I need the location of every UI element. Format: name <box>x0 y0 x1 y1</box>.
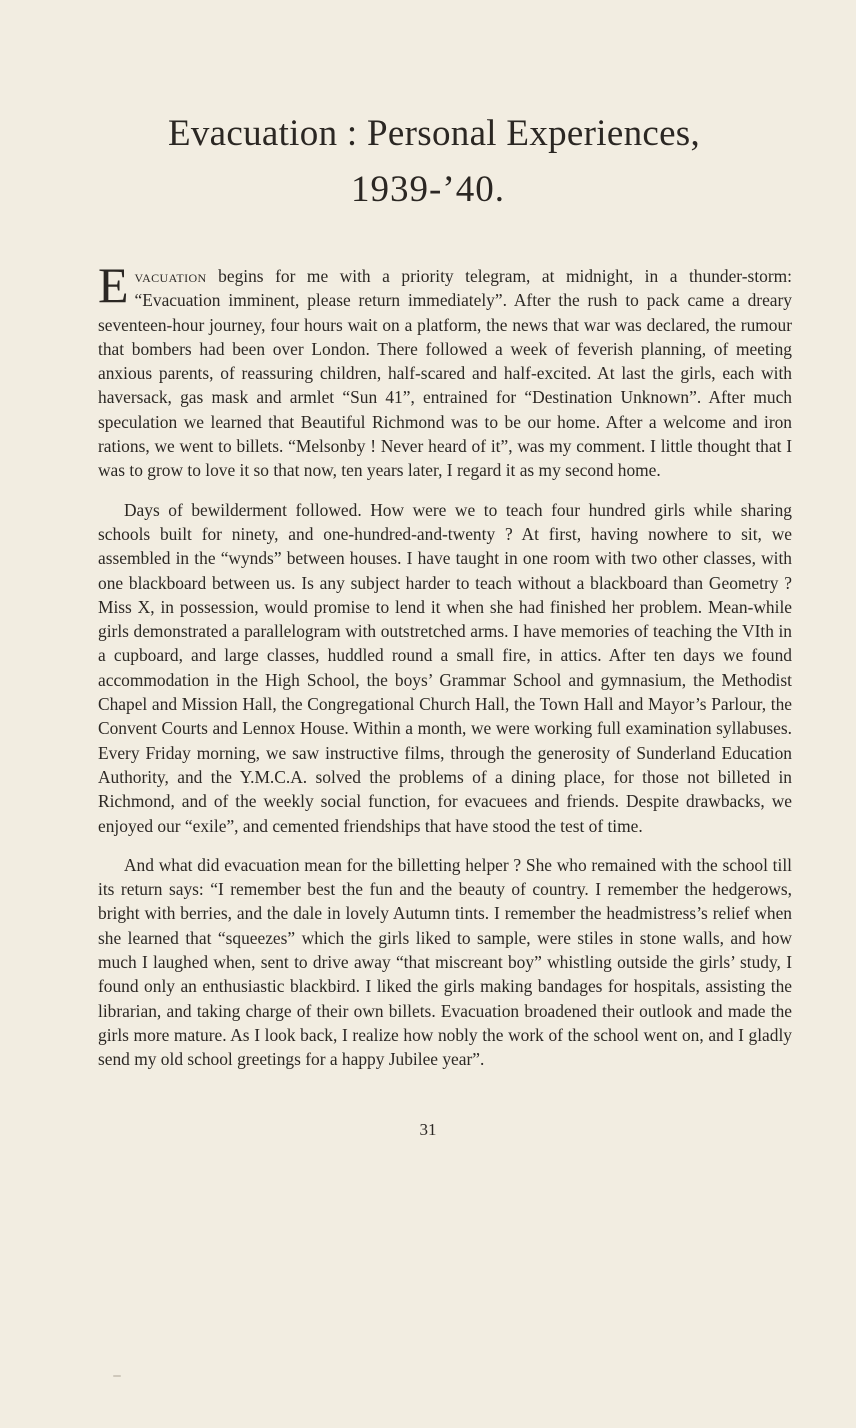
paragraph-2: Days of bewilderment followed. How were we to teach four hundred girls while sharing schools built for ninety, and one-hundred-and-twenty ? At first, having nowhere to sit, we assembled in the “wynds” between houses. I have taught in one room with two other classes, with one blackboard between us. Is any subject harder to teach without a blackboard than Geometry ? Miss X, in possession, would promise to lend it when she had finished her problem. Mean-while girls demonstrated a parallelogram with outstretched arms. I have memories of teaching the VIth in a cupboard, and large classes, huddled round a small fire, in attics. After ten days we found accommodation in the High School, the boys’ Grammar School and gymnasium, the Methodist Chapel and Mission Hall, the Congregational Church Hall, the Town Hall and Mayor’s Parlour, the Convent Courts and Lennox House. Within a month, we were working full examination syllabuses. Every Friday morning, we saw instructive films, through the generosity of Sunderland Education Authority, and the Y.M.C.A. solved the problems of a dining place, for those not billeted in Richmond, and of the weekly social function, for evacuees and friends. Despite drawbacks, we enjoyed our “exile”, and cemented friendships that have stood the test of time. <box>98 499 792 836</box>
page-number: 31 <box>419 1120 437 1139</box>
paragraph-3: And what did evacuation mean for the billetting helper ? She who remained with the school till its return says: “I remember best the fun and the beauty of country. I remember the hedgerows, bright with berries, and the dale in lovely Autumn tints. I remember the headmistress’s relief when she learned that “squeezes” which the girls liked to sample, were stiles in stone walls, and how much I laughed when, sent to drive away “that miscreant boy” whistling outside the girls’ study, I found only an enthusiastic blackbird. I liked the girls making bandages for hospitals, assisting the librarian, and taking charge of their own billets. Evacuation broadened their outlook and made the girls more mature. As I look back, I realize how nobly the work of the school went on, and I gladly send my old school greetings for a happy Jubilee year”. <box>98 854 792 1070</box>
article-title <box>0 112 856 212</box>
title-line-2: 1939-’40. <box>351 169 505 210</box>
drop-cap: E <box>98 257 129 313</box>
paragraph-1-text: begins for me with a priority telegram, at midnight, in a thunder-storm: “Evacuation imminent, please return immediately”. After the rush to pack came a dreary seventeen-hour journey, four hours wait on a platform, the news that war was declared, the rumour that bombers had been over London. There followed a week of feverish planning, of meeting anxious parents, of reassuring children, half-scared and half-excited. At last the girls, each with haversack, gas mask and armlet “Sun 41”, entrained for “Destination Unknown”. After much speculation we learned that Beautiful Richmond was to be our home. After a welcome and iron rations, we went to billets. “Melsonby ! Never heard of it”, was my comment. I little thought that I was to grow to love it so that now, ten years later, I regard it as my second home. <box>98 266 792 481</box>
article-body <box>98 257 792 1087</box>
paragraph-1-opening-word: vacuation <box>134 266 207 286</box>
paper-speck <box>113 1375 121 1377</box>
paragraph-1 <box>98 257 792 483</box>
title-line-1: Evacuation : Personal Experiences, <box>167 113 701 154</box>
